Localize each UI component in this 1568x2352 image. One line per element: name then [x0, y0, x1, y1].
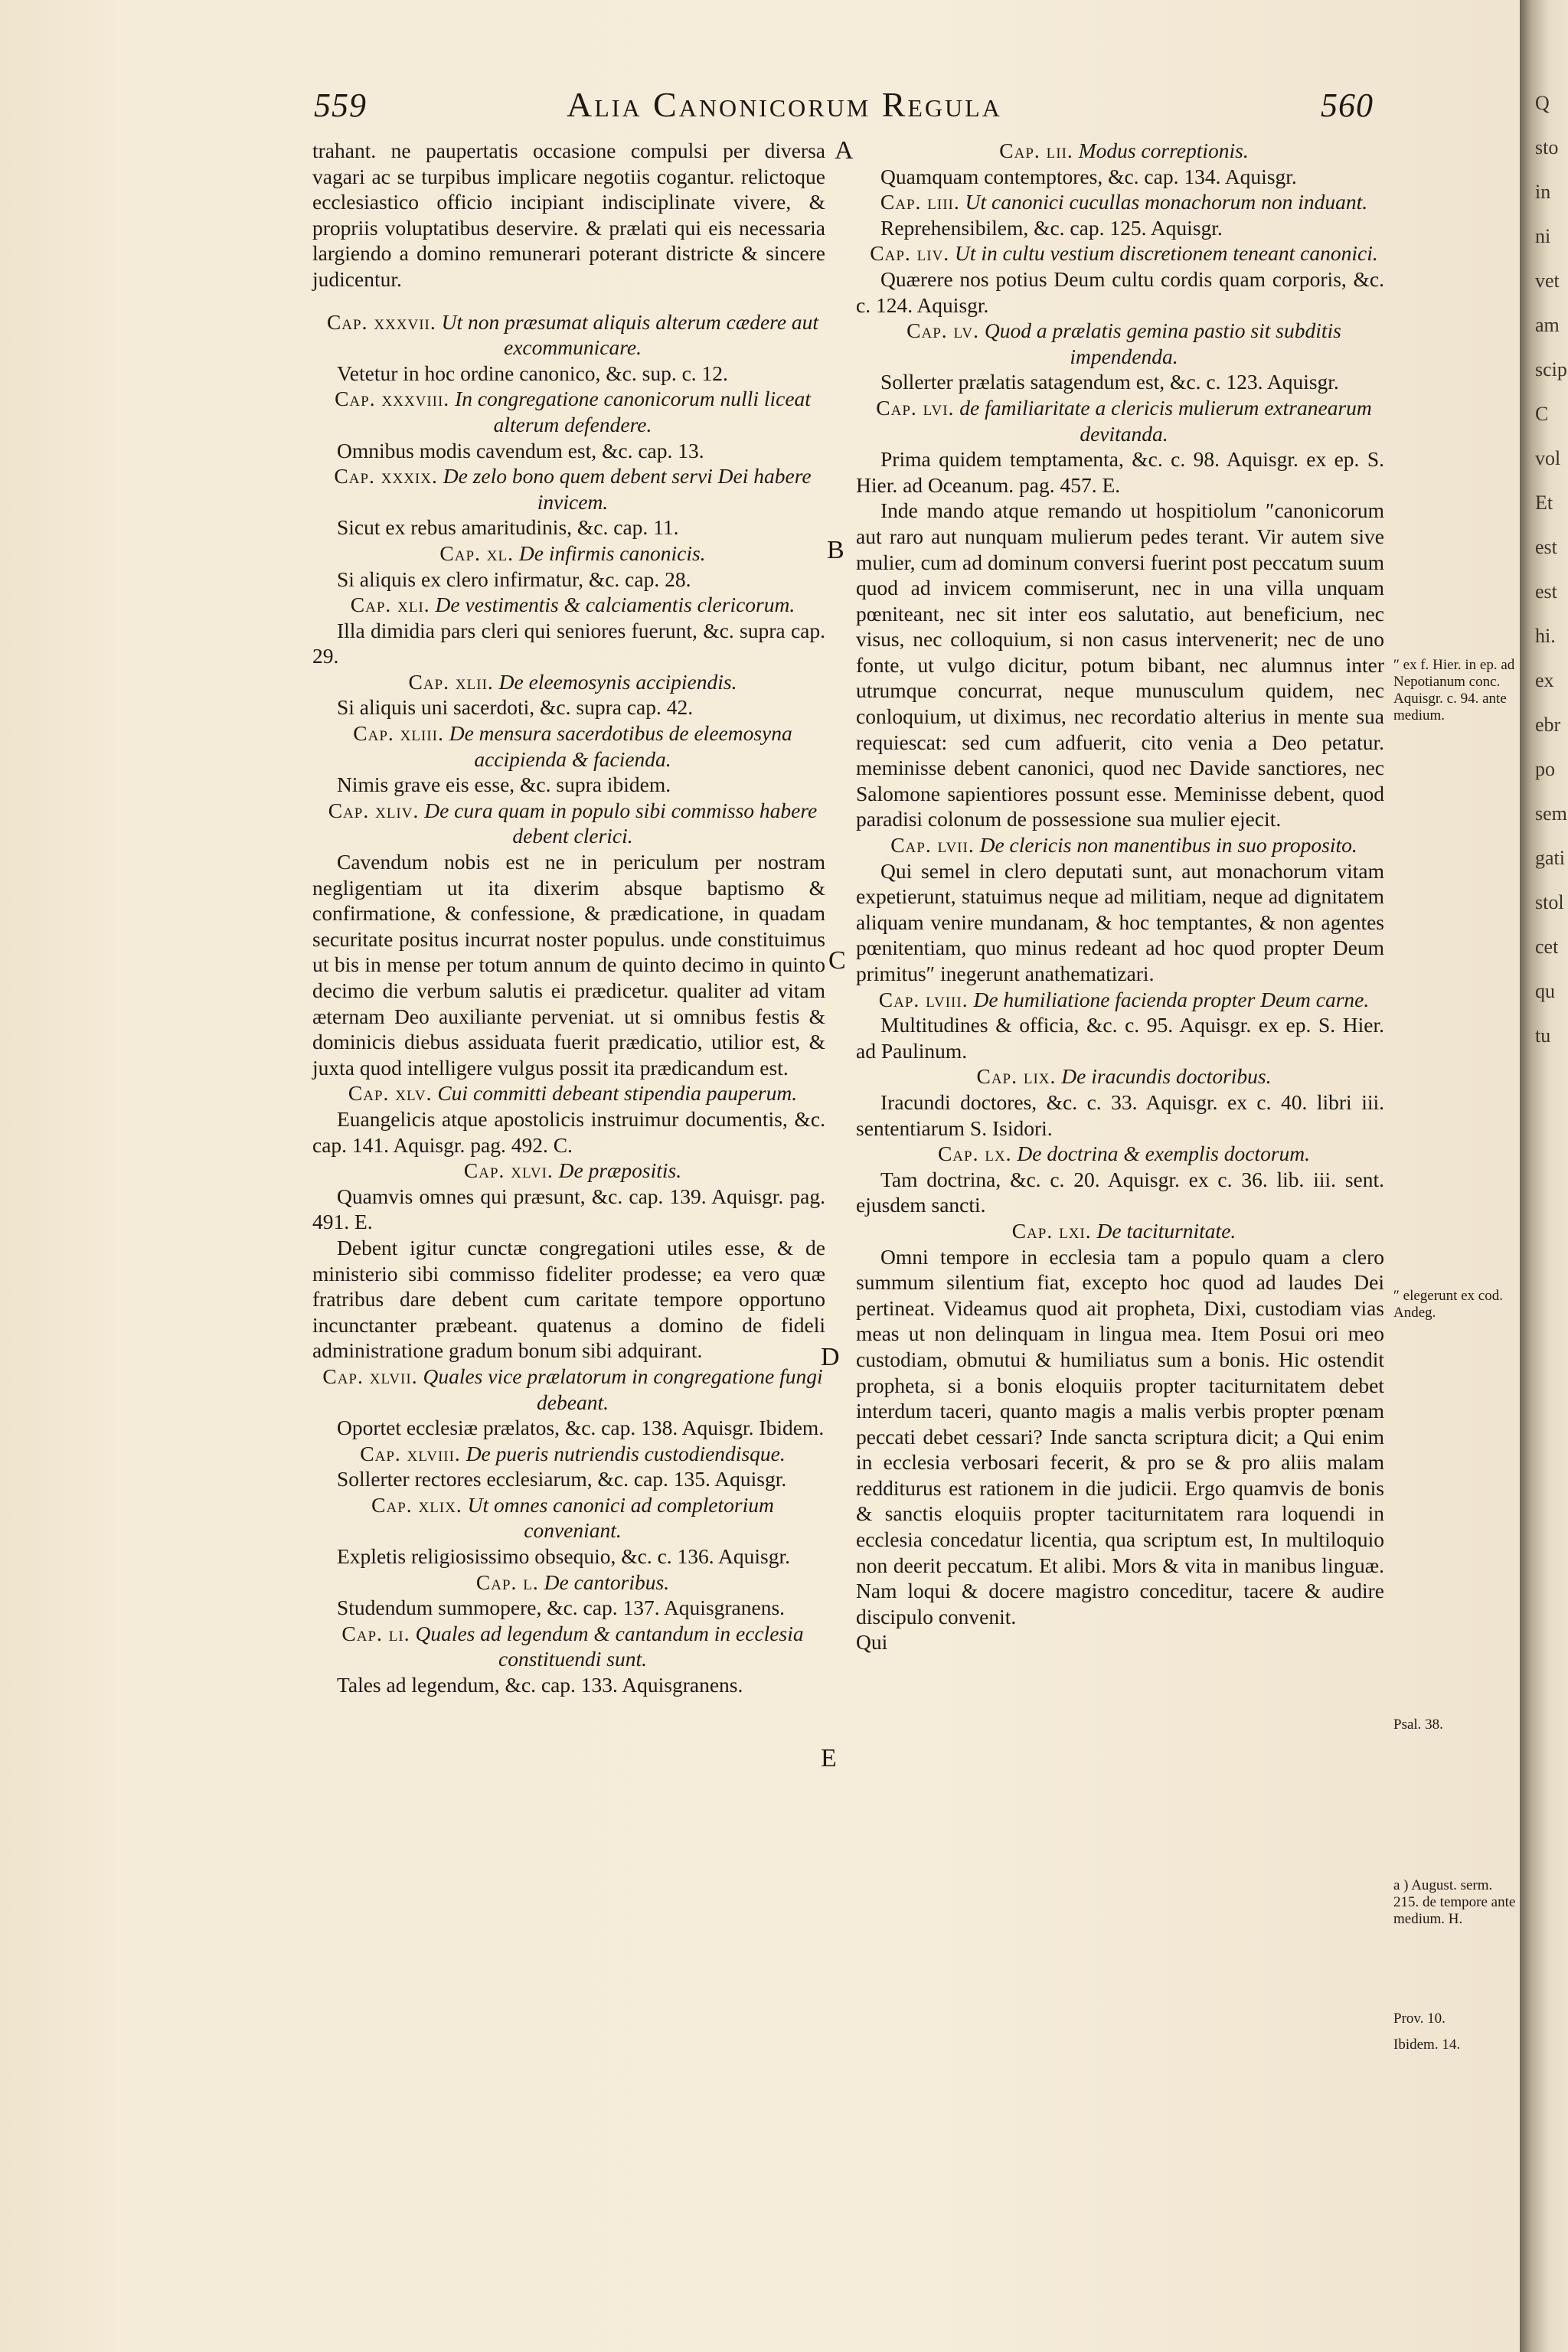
chapter-title: Ut in cultu vestium discretionem teneant canonici.	[955, 241, 1378, 266]
paragraph: Studendum summopere, &c. cap. 137. Aquisgranens.	[337, 1596, 786, 1620]
chapter-number: Cap. xlii.	[408, 669, 494, 694]
chapter-heading	[856, 1218, 1384, 1244]
paragraph: Expletis religiosissimo obsequio, &c. c. 136. Aquisgr.	[337, 1544, 790, 1569]
chapter-number: Cap. xxxviii.	[335, 387, 450, 411]
margin-letter-d: D	[821, 1343, 840, 1371]
paragraph: Euangelicis atque apostolicis instruimur documentis, &c. cap. 141. Aquisgr. pag. 492. C.	[312, 1106, 825, 1157]
chapter-heading	[856, 832, 1384, 858]
margin-letter-e: E	[821, 1744, 837, 1772]
chapter-title: De taciturnitate.	[1096, 1218, 1236, 1243]
chapter-number: Cap. lii.	[999, 139, 1073, 162]
chapter-number: Cap. liv.	[870, 241, 950, 266]
chapter-number: Cap. lix.	[976, 1064, 1057, 1089]
paragraph: Nimis grave eis esse, &c. supra ibidem.	[337, 773, 671, 797]
chapter-heading	[312, 1621, 825, 1672]
chapter-heading	[312, 720, 825, 772]
paragraph: Sollerter prælatis satagendum est, &c. c. 123. Aquisgr.	[880, 370, 1339, 394]
paragraph: Prima quidem temptamenta, &c. c. 98. Aquisgr. ex ep. S. Hier. ad Oceanum. pag. 457. E.	[856, 447, 1384, 497]
chapter-heading	[312, 1080, 825, 1106]
paragraph: Qui semel in clero deputati sunt, aut monachorum vitam expetierunt, statuimus neque ad militiam, neque ad dignitatem aliquam venire mundanam, & hoc temptantes, & non agentes pœnitentiam, quo minus redeant ad hoc quod propter Deum primitus″ inegerunt anathematizari.	[856, 858, 1384, 985]
chapter-title: De infirmis canonicis.	[518, 541, 706, 565]
chapter-heading	[312, 541, 825, 567]
paragraph: Iracundi doctores, &c. c. 33. Aquisgr. ex c. 40. libri iii. sententiarum S. Isidori.	[856, 1089, 1384, 1140]
chapter-number: Cap. li.	[341, 1621, 410, 1645]
side-note-ibidem: Ibidem. 14.	[1393, 2037, 1461, 2053]
chapter-heading	[856, 1141, 1384, 1167]
paragraph: Reprehensibilem, &c. cap. 125. Aquisgr.	[880, 215, 1223, 240]
chapter-title: De humiliatione facienda propter Deum carne.	[973, 987, 1370, 1011]
gutter-fragment: sem	[1535, 802, 1567, 825]
page-number-left: 559	[314, 87, 367, 124]
chapter-title: de familiaritate a clericis mulierum extranearum devitanda.	[959, 395, 1372, 446]
paragraph: trahant. ne paupertatis occasione compulsi per diversa vagari ac se turpibus implicare negotiis cogantur. relictoque ecclesiastico officio incipiant indisciplinate vivere, & propriis voluptatibus deservire. & prælati qui eis necessaria largiendo a domino remunerari poterant districte & sincere judicentur.	[312, 139, 825, 291]
chapter-number: Cap. lxi.	[1011, 1218, 1092, 1243]
chapter-number: Cap. lv.	[906, 318, 979, 343]
running-title: Alia Canonicorum Regula	[567, 85, 1002, 124]
paragraph: Debent igitur cunctæ congregationi utiles esse, & de ministerio sibi commisso fideliter prodesse; ea vero quæ fratribus dare debent cum caritate tempore opportuno incunctanter præbeant. quatenus a domino de fideli administratione gradum bonum sibi adquirant.	[312, 1235, 825, 1363]
gutter-fragment: po	[1535, 758, 1555, 780]
chapter-heading	[856, 189, 1384, 215]
gutter-fragment: ex	[1535, 669, 1554, 691]
margin-letter-b: B	[827, 536, 844, 564]
gutter-fragment: scip	[1535, 358, 1567, 381]
chapter-number: Cap. lviii.	[878, 987, 969, 1011]
side-note-august: a ) August. serm. 215. de tempore ante medium. H.	[1393, 1877, 1516, 1927]
right-column	[856, 138, 1384, 1655]
side-note-prov: Prov. 10.	[1393, 2011, 1446, 2027]
paragraph: Tam doctrina, &c. c. 20. Aquisgr. ex c. 36. lib. iii. sent. ejusdem sancti.	[856, 1167, 1384, 1217]
chapter-number: Cap. xxxvii.	[326, 309, 436, 334]
chapter-heading	[312, 309, 825, 361]
paragraph: Si aliquis uni sacerdoti, &c. supra cap. 42.	[337, 695, 694, 720]
chapter-number: Cap. liii.	[880, 190, 960, 214]
chapter-heading	[312, 463, 825, 514]
chapter-number: Cap. xlvi.	[463, 1158, 554, 1183]
gutter-fragment: sto	[1535, 136, 1559, 158]
gutter-fragment: in	[1535, 181, 1551, 203]
paragraph: Illa dimidia pars cleri qui seniores fuerunt, &c. supra cap. 29.	[312, 618, 825, 668]
chapter-number: Cap. lvii.	[890, 833, 975, 858]
gutter-fragment: qu	[1535, 980, 1555, 1002]
paragraph: Sollerter rectores ecclesiarum, &c. cap. 135. Aquisgr.	[337, 1467, 787, 1491]
chapter-title: De iracundis doctoribus.	[1061, 1064, 1272, 1089]
chapter-heading	[312, 386, 825, 437]
chapter-heading	[312, 1158, 825, 1184]
page-number-right: 560	[1321, 87, 1374, 124]
gutter-fragment: stol	[1535, 891, 1564, 913]
paragraph: Vetetur in hoc ordine canonico, &c. sup. c. 12.	[337, 361, 728, 385]
paragraph: Quærere nos potius Deum cultu cordis quam corporis, &c. c. 124. Aquisgr.	[856, 266, 1384, 317]
chapter-heading	[312, 669, 825, 695]
chapter-title: Quales ad legendum & cantandum in ecclesia constituendi sunt.	[415, 1621, 804, 1671]
chapter-title: In congregatione canonicorum nulli liceat alterum defendere.	[455, 387, 811, 436]
chapter-title: De zelo bono quem debent servi Dei habere invicem.	[443, 464, 812, 514]
paragraph: Quamvis omnes qui præsunt, &c. cap. 139. Aquisgr. pag. 491. E.	[312, 1184, 825, 1234]
chapter-title: Cui committi debeant stipendia pauperum.	[437, 1081, 798, 1106]
chapter-title: Ut non præsumat aliquis alterum cædere aut excommunicare.	[441, 309, 819, 360]
gutter-fragment: Et	[1535, 492, 1553, 514]
chapter-title: Quod a prælatis gemina pastio sit subditis impendenda.	[984, 318, 1341, 368]
paragraph: Sicut ex rebus amaritudinis, &c. cap. 11.	[337, 515, 679, 540]
paragraph: Quamquam contemptores, &c. cap. 134. Aquisgr.	[880, 164, 1297, 188]
chapter-heading	[312, 1492, 825, 1544]
chapter-heading	[312, 592, 825, 618]
gutter-fragment: ni	[1535, 225, 1551, 247]
paragraph: Cavendum nobis est ne in periculum per nostram negligentiam ut ita dixerim absque baptismo & confirmatione, & confessione, & prædicatione, in quadam securitate positus incurrat noster populus. unde constituimus ut bis in mense per totum annum de quinto decimo in quinto decimo die verbum salutis ei prædicetur. qualiter ad vitam æternam Deo auxiliante perveniat. ut si omnibus festis & dominicis diebus assiduata fuerit prædicatio, utilior est, & juxta quod intelligere vulgus possit ita prædicandum est.	[312, 850, 825, 1080]
chapter-title: Ut omnes canonici ad completorium conveniant.	[467, 1492, 774, 1543]
paragraph: Qui	[856, 1630, 888, 1655]
chapter-number: Cap. xlvii.	[322, 1364, 418, 1388]
chapter-heading	[856, 987, 1384, 1013]
chapter-heading	[312, 1570, 825, 1596]
chapter-title: De cantoribus.	[544, 1570, 670, 1594]
chapter-number: Cap. l.	[475, 1570, 539, 1594]
chapter-title: De eleemosynis accipiendis.	[498, 669, 737, 694]
chapter-title: De pueris nutriendis custodiendisque.	[466, 1441, 786, 1465]
side-note-elegerunt: ″ elegerunt ex cod. Andeg.	[1393, 1288, 1503, 1321]
gutter-fragment: tu	[1535, 1024, 1551, 1047]
chapter-heading	[312, 1441, 825, 1467]
gutter-fragment: cet	[1535, 936, 1559, 958]
chapter-title: De doctrina & exemplis doctorum.	[1017, 1142, 1311, 1166]
chapter-number: Cap. xxxix.	[334, 464, 438, 488]
side-note-hier: ″ ex f. Hier. in ep. ad Nepotianum conc. Aquisgr. c. 94. ante medium.	[1393, 657, 1515, 724]
gutter-fragment: hi.	[1535, 625, 1556, 647]
chapter-title: De cura quam in populo sibi commisso habere debent clerici.	[424, 798, 818, 848]
margin-letter-c: C	[828, 946, 846, 975]
margin-letter-a: A	[835, 136, 854, 165]
gutter-fragment: gati	[1535, 847, 1565, 869]
chapter-title: De præpositis.	[558, 1158, 682, 1183]
gutter-fragment: ebr	[1535, 714, 1561, 736]
gutter-fragment: Q	[1535, 92, 1550, 114]
chapter-number: Cap. xlix.	[371, 1492, 462, 1517]
spacer	[312, 292, 825, 309]
paragraph: Multitudines & officia, &c. c. 95. Aquisgr. ex ep. S. Hier. ad Paulinum.	[856, 1013, 1384, 1063]
chapter-heading	[856, 1063, 1384, 1089]
chapter-number: Cap. xlv.	[348, 1081, 433, 1106]
chapter-heading	[856, 318, 1384, 369]
chapter-number: Cap. lvi.	[876, 395, 955, 420]
chapter-title: Ut canonici cucullas monachorum non induant.	[965, 190, 1368, 214]
running-header	[0, 86, 1520, 132]
chapter-title: De vestimentis & calciamentis clericorum.	[435, 593, 795, 617]
chapter-number: Cap. xlviii.	[360, 1441, 461, 1465]
chapter-title: De mensura sacerdotibus de eleemosyna accipienda & facienda.	[449, 721, 792, 771]
chapter-title: De clericis non manentibus in suo proposito.	[979, 833, 1357, 858]
gutter-fragment: est	[1535, 536, 1557, 558]
paragraph: Omnibus modis cavendum est, &c. cap. 13.	[337, 438, 704, 462]
chapter-heading	[856, 240, 1384, 266]
gutter-fragment: vet	[1535, 270, 1560, 292]
adjacent-page-edge	[1520, 0, 1568, 2352]
chapter-number: Cap. xliv.	[328, 798, 420, 822]
side-note-psal: Psal. 38.	[1393, 1717, 1443, 1733]
chapter-number: Cap. xliii.	[353, 721, 444, 746]
paragraph: Inde mando atque remando ut hospitiolum ″canonicorum aut raro aut nunquam mulierum pedes terant. Vir autem sive mulier, cum ad dominum conversi fuerint post peccatum suum quod ad invicem commiserunt, nec in una villa unquam pœniteant, nec sit inter eos salutatio, aut beneficium, nec visus, nec colloquium, si non casus intervenerit; nec de uno fonte, ut vulgo dicitur, potum bibant, nec alumnus inter utrumque concurrat, neque munusculum quidem, nec conloquium, ut diximus, nec recordatio alterius in mente sua requiescat: sed cum adfuerit, cito venia a Deo petatur. meminisse debent canonici, quod nec Davide sanctiores, nec Salomone sapientiores possunt esse. Meminisse debent, quod paradisi colonum de possessione sua mulier ejecit.	[856, 498, 1384, 831]
paragraph: Si aliquis ex clero infirmatur, &c. cap. 28.	[337, 567, 691, 591]
left-column	[312, 138, 825, 1698]
chapter-number: Cap. lx.	[937, 1142, 1012, 1166]
chapter-heading	[312, 798, 825, 849]
chapter-number: Cap. xl.	[439, 541, 514, 565]
paragraph: Tales ad legendum, &c. cap. 133. Aquisgranens.	[337, 1673, 743, 1697]
chapter-title: Modus correptionis.	[1078, 139, 1249, 162]
gutter-fragment: vol	[1535, 447, 1561, 469]
gutter-fragment: C	[1535, 403, 1549, 425]
gutter-fragment: est	[1535, 580, 1557, 603]
chapter-number: Cap. xli.	[350, 593, 430, 617]
paragraph: Oportet ecclesiæ prælatos, &c. cap. 138. Aquisgr. Ibidem.	[337, 1416, 825, 1440]
chapter-title: Quales vice prælatorum in congregatione fungi debeant.	[423, 1364, 823, 1414]
chapter-heading	[856, 138, 1384, 164]
paragraph: Omni tempore in ecclesia tam a populo quam a clero summum silentium fiat, excepto hoc quod ad laudes Dei pertineat. Videamus quod ait propheta, Dixi, custodiam vias meas ut non delinquam in lingua mea. Item Posui ori meo custodiam, obmutui & humiliatus sum a bonis. Hic ostendit propheta, si a bonis eloquiis propter taciturnitatem debet interdum taceri, quanto magis a malis verbis propter pœnam peccati debet cessari? Inde sancta scriptura dicit; a Qui enim in ecclesia verbosari fecerit, & pro se & pro aliis malam redditurus est rationem in die judicii. Ergo quamvis de bonis & sanctis eloquiis propter taciturnitatem rara loquendi in ecclesia concedatur licentia, qua scriptum est, In multiloquio non deerit peccatum. Et alibi. Mors & vita in manibus linguæ. Nam loqui & docere magistro conceditur, tacere & audire discipulo convenit.	[856, 1244, 1384, 1628]
chapter-heading	[312, 1364, 825, 1415]
chapter-heading	[856, 395, 1384, 446]
gutter-fragment: am	[1535, 314, 1560, 336]
